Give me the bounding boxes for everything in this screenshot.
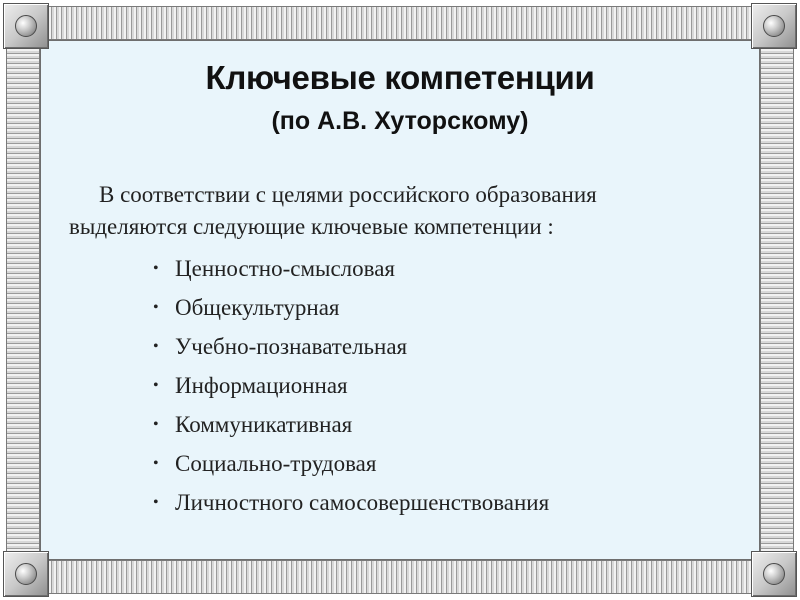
bullet-icon: • — [153, 416, 159, 433]
frame-left-bar — [6, 48, 40, 552]
list-item — [153, 288, 549, 327]
bullet-icon: • — [153, 494, 159, 511]
frame-corner-top-right — [751, 3, 797, 49]
competency-label: Общекультурная — [175, 295, 340, 320]
bullet-icon: • — [153, 338, 159, 355]
slide-title: Ключевые компетенции — [205, 59, 595, 96]
knob-icon — [15, 15, 37, 37]
bullet-icon: • — [153, 455, 159, 472]
bullet-icon: • — [153, 299, 159, 316]
competency-label: Социально-трудовая — [175, 451, 377, 476]
list-item — [153, 483, 549, 522]
frame-corner-bottom-right — [751, 551, 797, 597]
bullet-icon: • — [153, 260, 159, 277]
list-item — [153, 444, 549, 483]
competency-label: Информационная — [175, 373, 348, 398]
competency-label: Учебно-познавательная — [175, 334, 408, 359]
knob-icon — [763, 563, 785, 585]
frame-top-bar — [48, 6, 752, 40]
frame-right-bar — [760, 48, 794, 552]
intro-paragraph: В соответствии с целями российского образования выделяются следующие ключевые компетенции : — [69, 182, 597, 239]
list-item — [153, 366, 549, 405]
competency-label: Личностного самосовершенствования — [175, 490, 550, 515]
frame-corner-bottom-left — [3, 551, 49, 597]
list-item — [153, 405, 549, 444]
list-item — [153, 249, 549, 288]
competency-label: Коммуникативная — [175, 412, 353, 437]
frame-bottom-bar — [48, 560, 752, 594]
knob-icon — [763, 15, 785, 37]
bullet-icon: • — [153, 377, 159, 394]
competency-label: Ценностно-смысловая — [175, 256, 395, 281]
content-panel — [40, 40, 760, 560]
competency-list — [153, 249, 549, 522]
list-item — [153, 327, 549, 366]
slide-subtitle: (по А.В. Хуторскому) — [271, 107, 529, 135]
frame-corner-top-left — [3, 3, 49, 49]
knob-icon — [15, 563, 37, 585]
